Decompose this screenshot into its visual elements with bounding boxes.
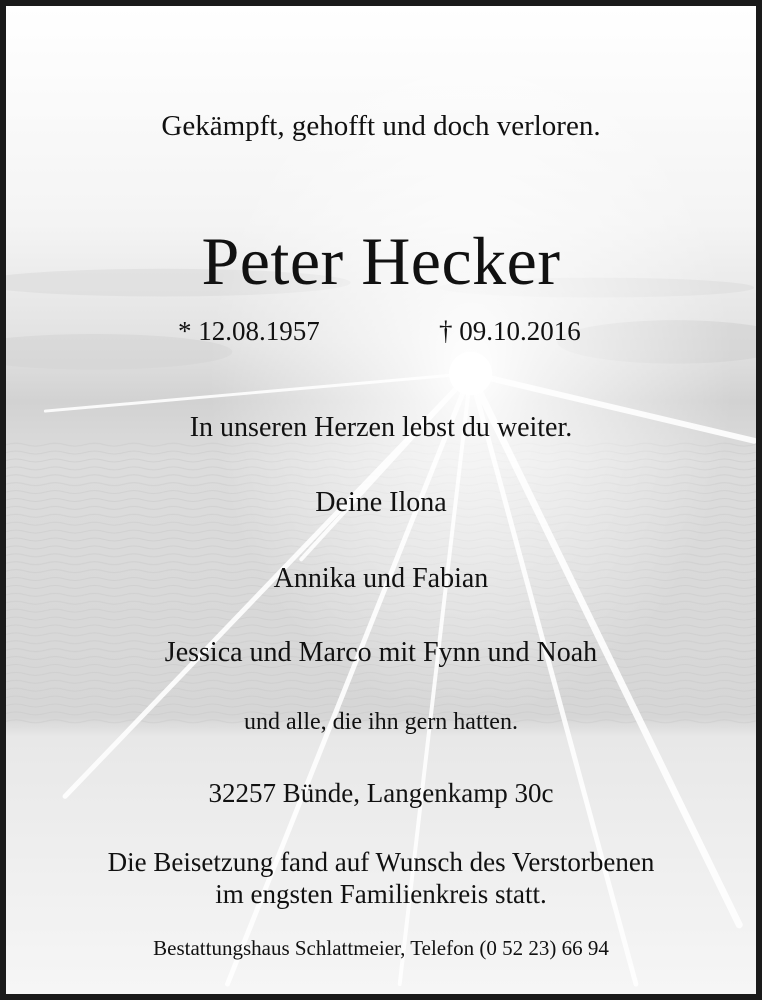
mourner-line: Jessica und Marco mit Fynn und Noah xyxy=(164,637,598,668)
life-dates xyxy=(6,316,756,350)
undertaker-info: Bestattungshaus Schlattmeier, Telefon (0 52 23) 66 94 xyxy=(153,936,609,960)
mourner-line: und alle, die ihn gern hatten. xyxy=(244,709,518,735)
death-date: † 09.10.2016 xyxy=(439,316,581,346)
motto-line: Gekämpft, gehofft und doch verloren. xyxy=(161,110,601,142)
deceased-name: Peter Hecker xyxy=(201,223,561,299)
birth-date: * 12.08.1957 xyxy=(178,316,320,346)
family-address: 32257 Bünde, Langenkamp 30c xyxy=(208,778,554,808)
mourner-line: Annika und Fabian xyxy=(273,563,489,594)
farewell-line: In unseren Herzen lebst du weiter. xyxy=(189,412,573,443)
burial-notice-line: Die Beisetzung fand auf Wunsch des Verstorbenen xyxy=(107,847,655,877)
mourner-line: Deine Ilona xyxy=(315,487,447,518)
burial-notice-line: im engsten Familienkreis statt. xyxy=(215,879,547,909)
